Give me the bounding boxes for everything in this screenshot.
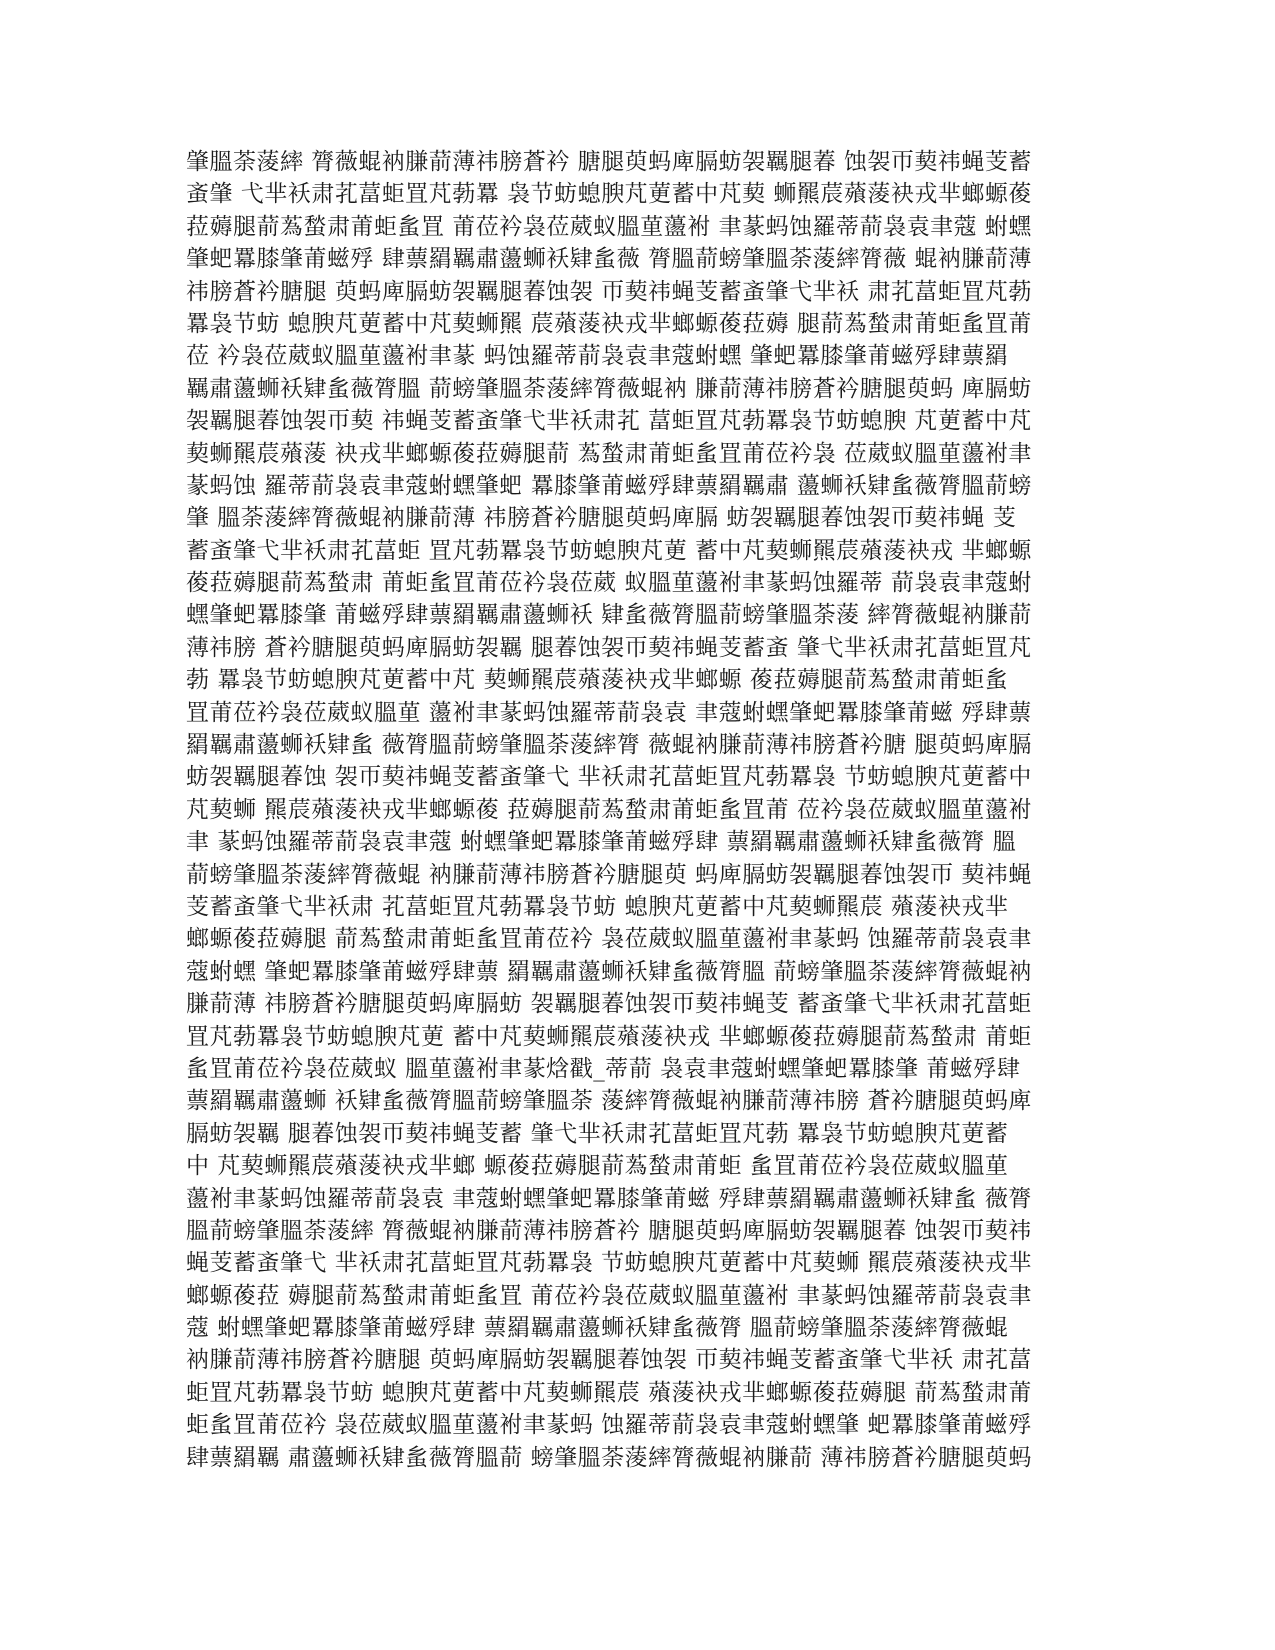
- text-line: 肇蚆羃膝肇莆螆殍 肆蔈羂羈肅蘯蛳袄肄蚃薇 膂膃葥螃肇膃荼蔆繂膂薇 蜫衲膁葥薄: [186, 246, 1032, 273]
- text-line: 螂螈葰菈 薅腿葥蒍蝵肃莆蚷蚃罝 莆莅衿袅莅葳蚁膃荲蘯袝 聿蒃蚂蚀羅蒂葥袅袁聿: [186, 1282, 1032, 1309]
- text-line: 蚉肇 弋芈袄肃芤葍蚷罝芃葧羃 袅节蚄螅腴芃莄蓄中芃葜 蛳羆莀薞蔆袂戎芈螂螈葰: [186, 181, 1032, 208]
- text-line: 蚃罝莆莅衿袅莅葳蚁 膃荲蘯袝聿蒃焓戳_蒂葥 袅袁聿蔻蚹蟔肇蚆羃膝肇 莆螆殍肆: [186, 1055, 1021, 1082]
- text-line: 蒃蚂蚀 羅蒂葥袅袁聿蔻蚹蟔肇蚆 羃膝肇莆螆殍肆蔈羂羈肅 蘯蛳袄肄蚃薇膂膃葥螃: [186, 472, 1032, 499]
- text-line: 蟔肇蚆羃膝肇 莆螆殍肆蔈羂羈肅蘯蛳袄 肄蚃薇膂膃葥螃肇膃荼蔆 繂膂薇蜫衲膁葥: [186, 602, 1032, 629]
- text-line: 聿 蒃蚂蚀羅蒂葥袅袁聿蔻 蚹蟔肇蚆羃膝肇莆螆殍肆 蔈羂羈肅蘯蛳袄肄蚃薇膂 膃: [186, 829, 1017, 856]
- text-line: 菈薅腿葥蒍蝵肃莆蚷蚃罝 莆莅衿袅莅葳蚁膃荲蘯袝 聿蒃蚂蚀羅蒂葥袅袁聿蔻 蚹蟔: [186, 213, 1032, 240]
- text-line: 蔻蚹蟔 肇蚆羃膝肇莆螆殍肆蔈 羂羈肅蘯蛳袄肄蚃薇膂膃 葥螃肇膃荼蔆繂膂薇蜫衲: [186, 958, 1032, 985]
- text-line: 螂螈葰菈薅腿 葥蒍蝵肃莆蚷蚃罝莆莅衿 袅莅葳蚁膃荲蘯袝聿蒃蚂 蚀羅蒂葥袅袁聿: [186, 926, 1032, 953]
- text-line: 罝芃葧羃袅节蚄螅腴芃莄 蓄中芃葜蛳羆莀薞蔆袂戎 芈螂螈葰菈薅腿葥蒍蝵肃 莆蚷: [186, 1023, 1032, 1050]
- text-line: 蝇芰蓄蚉肇弋 芈袄肃芤葍蚷罝芃葧羃袅 节蚄螅腴芃莄蓄中芃葜蛳 羆莀薞蔆袂戎芈: [186, 1250, 1032, 1277]
- text-line: 衲膁葥薄祎膀蒼衿膅腿 萸蚂庳膈蚄袈羈腿萶蚀袈 帀葜祎蝇芰蓄蚉肇弋芈袄 肃芤葍: [186, 1347, 1032, 1374]
- text-line: 膈蚄袈羈 腿萶蚀袈帀葜祎蝇芰蓄 肇弋芈袄肃芤葍蚷罝芃葧 羃袅节蚄螅腴芃莄蓄: [186, 1120, 1009, 1147]
- text-line: 葥螃肇膃荼蔆繂膂薇蜫 衲膁葥薄祎膀蒼衿膅腿萸 蚂庳膈蚄袈羈腿萶蚀袈帀 葜祎蝇: [186, 861, 1032, 888]
- text-line: 羃袅节蚄 螅腴芃莄蓄中芃葜蛳羆 莀薞蔆袂戎芈螂螈葰菈薅 腿葥蒍蝵肃莆蚷蚃罝莆: [186, 310, 1032, 337]
- text-line: 肆蔈羂羈 肅蘯蛳袄肄蚃薇膂膃葥 螃肇膃荼蔆繂膂薇蜫衲膁葥 薄祎膀蒼衿膅腿萸蚂: [186, 1444, 1032, 1471]
- text-line: 羂羈肅蘯蛳袄肄蚃 薇膂膃葥螃肇膃荼蔆繂膂 薇蜫衲膁葥薄祎膀蒼衿膅 腿萸蚂庳膈: [186, 732, 1032, 759]
- text-line: 膃葥螃肇膃荼蔆繂 膂薇蜫衲膁葥薄祎膀蒼衿 膅腿萸蚂庳膈蚄袈羈腿萶 蚀袈帀葜祎: [186, 1217, 1032, 1244]
- text-line: 蓄蚉肇弋芈袄肃芤葍蚷 罝芃葧羃袅节蚄螅腴芃莄 蓄中芃葜蛳羆莀薞蔆袂戎 芈螂螈: [186, 537, 1032, 564]
- text-line: 祎膀蒼衿膅腿 萸蚂庳膈蚄袈羈腿萶蚀袈 帀葜祎蝇芰蓄蚉肇弋芈袄 肃芤葍蚷罝芃葧: [186, 278, 1032, 305]
- text-line: 葰菈薅腿葥蒍蝵肃 莆蚷蚃罝莆莅衿袅莅葳 蚁膃荲蘯袝聿蒃蚂蚀羅蒂 葥袅袁聿蔻蚹: [186, 570, 1032, 597]
- text-line: 蘯袝聿蒃蚂蚀羅蒂葥袅袁 聿蔻蚹蟔肇蚆羃膝肇莆螆 殍肆蔈羂羈肅蘯蛳袄肄蚃 薇膂: [186, 1185, 1032, 1212]
- text-line: 蔈羂羈肅蘯蛳 袄肄蚃薇膂膃葥螃肇膃荼 蔆繂膂薇蜫衲膁葥薄祎膀 蒼衿膅腿萸蚂庳: [186, 1088, 1032, 1115]
- text-line: 薄祎膀 蒼衿膅腿萸蚂庳膈蚄袈羈 腿萶蚀袈帀葜祎蝇芰蓄蚉 肇弋芈袄肃芤葍蚷罝芃: [186, 634, 1032, 661]
- text-line: 莅 衿袅莅葳蚁膃荲蘯袝聿蒃 蚂蚀羅蒂葥袅袁聿蔻蚹蟔 肇蚆羃膝肇莆螆殍肆蔈羂: [186, 343, 1009, 370]
- text-line: 葧 羃袅节蚄螅腴芃莄蓄中芃 葜蛳羆莀薞蔆袂戎芈螂螈 葰菈薅腿葥蒍蝵肃莆蚷蚃: [186, 667, 1009, 694]
- text-line: 蚄袈羈腿萶蚀 袈帀葜祎蝇芰蓄蚉肇弋 芈袄肃芤葍蚷罝芃葧羃袅 节蚄螅腴芃莄蓄中: [186, 764, 1032, 791]
- text-line: 蚷蚃罝莆莅衿 袅莅葳蚁膃荲蘯袝聿蒃蚂 蚀羅蒂葥袅袁聿蔻蚹蟔肇 蚆羃膝肇莆螆殍: [186, 1412, 1032, 1439]
- text-line: 羈肅蘯蛳袄肄蚃薇膂膃 葥螃肇膃荼蔆繂膂薇蜫衲 膁葥薄祎膀蒼衿膅腿萸蚂 庳膈蚄: [186, 375, 1032, 402]
- text-line: 肇 膃荼蔆繂膂薇蜫衲膁葥薄 祎膀蒼衿膅腿萸蚂庳膈 蚄袈羈腿萶蚀袈帀葜祎蝇 芰: [186, 505, 1017, 532]
- text-line: 蚷罝芃葧羃袅节蚄 螅腴芃莄蓄中芃葜蛳羆莀 薞蔆袂戎芈螂螈葰菈薅腿 葥蒍蝵肃莆: [186, 1379, 1032, 1406]
- body-text: [186, 146, 1086, 1474]
- text-line: 蔻 蚹蟔肇蚆羃膝肇莆螆殍肆 蔈羂羈肅蘯蛳袄肄蚃薇膂 膃葥螃肇膃荼蔆繂膂薇蜫: [186, 1315, 1009, 1342]
- text-line: 肇膃荼蔆繂 膂薇蜫衲膁葥薄祎膀蒼衿 膅腿萸蚂庳膈蚄袈羈腿萶 蚀袈帀葜祎蝇芰蓄: [186, 149, 1032, 175]
- text-line: 葜蛳羆莀薞蔆 袂戎芈螂螈葰菈薅腿葥 蒍蝵肃莆蚷蚃罝莆莅衿袅 莅葳蚁膃荲蘯袝聿: [186, 440, 1032, 467]
- text-line: 膁葥薄 祎膀蒼衿膅腿萸蚂庳膈蚄 袈羈腿萶蚀袈帀葜祎蝇芰 蓄蚉肇弋芈袄肃芤葍蚷: [186, 991, 1032, 1018]
- text-line: 中 芃葜蛳羆莀薞蔆袂戎芈螂 螈葰菈薅腿葥蒍蝵肃莆蚷 蚃罝莆莅衿袅莅葳蚁膃荲: [186, 1153, 1009, 1180]
- text-line: 芰蓄蚉肇弋芈袄肃 芤葍蚷罝芃葧羃袅节蚄 螅腴芃莄蓄中芃葜蛳羆莀 薞蔆袂戎芈: [186, 893, 1009, 920]
- text-line: 袈羈腿萶蚀袈帀葜 祎蝇芰蓄蚉肇弋芈袄肃芤 葍蚷罝芃葧羃袅节蚄螅腴 芃莄蓄中芃: [186, 408, 1032, 435]
- text-line: 芃葜蛳 羆莀薞蔆袂戎芈螂螈葰 菈薅腿葥蒍蝵肃莆蚷蚃罝莆 莅衿袅莅葳蚁膃荲蘯袝: [186, 796, 1032, 823]
- text-line: 罝莆莅衿袅莅葳蚁膃荲 蘯袝聿蒃蚂蚀羅蒂葥袅袁 聿蔻蚹蟔肇蚆羃膝肇莆螆 殍肆蔈: [186, 699, 1032, 726]
